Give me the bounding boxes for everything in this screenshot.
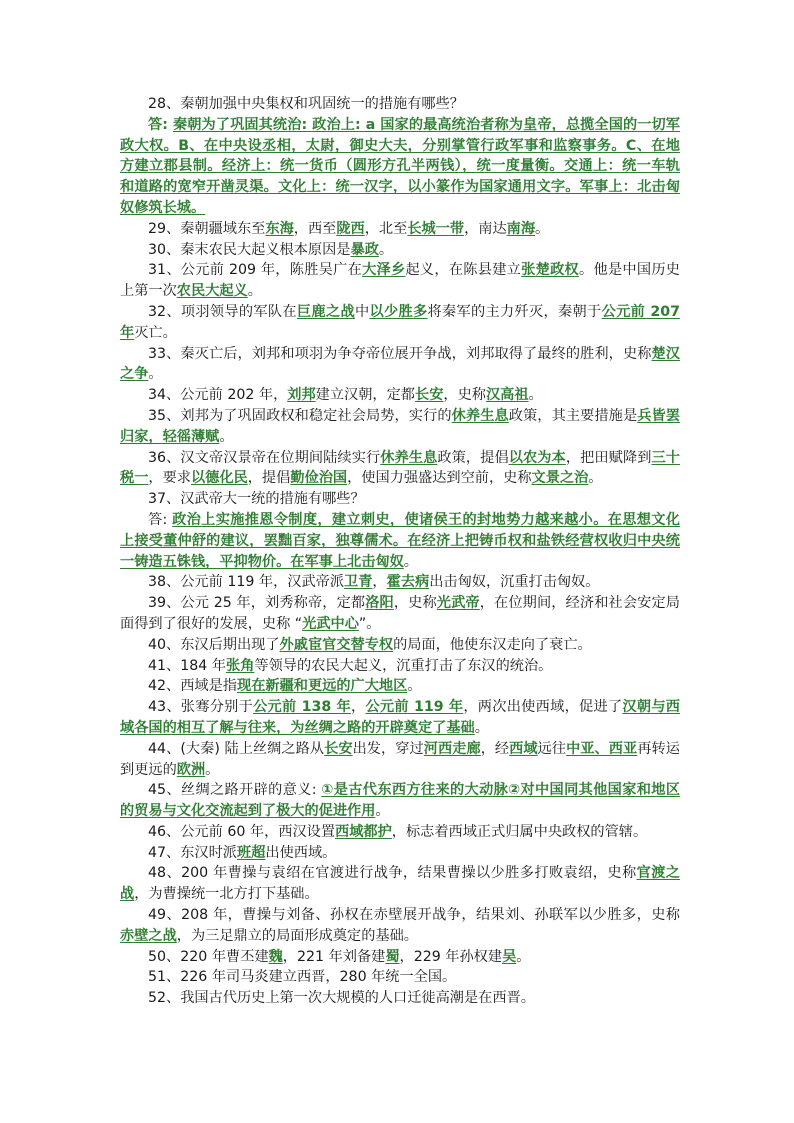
item-text: 出发，穿过 bbox=[352, 740, 424, 757]
item-text: 答: bbox=[148, 511, 173, 528]
item-text: 37、汉武帝大一统的措施有哪些？ bbox=[148, 491, 365, 508]
item-text: ”。 bbox=[358, 615, 381, 632]
question-item bbox=[120, 843, 680, 864]
highlighted-answer: 魏 bbox=[268, 948, 283, 965]
highlighted-answer: 陇西 bbox=[336, 220, 365, 237]
highlighted-answer: 欧洲 bbox=[176, 761, 206, 778]
highlighted-answer: 洛阳 bbox=[365, 595, 394, 612]
document-body bbox=[120, 94, 680, 1009]
highlighted-answer: 西域都护 bbox=[335, 823, 392, 840]
question-item bbox=[120, 635, 680, 656]
question-item bbox=[120, 739, 680, 781]
question-item bbox=[120, 572, 680, 593]
highlighted-answer: 兵皆罢归家，轻徭薄赋 bbox=[120, 407, 680, 445]
highlighted-answer: 班超 bbox=[237, 844, 266, 861]
item-text: ，西至 bbox=[293, 220, 337, 237]
highlighted-answer: 暴政 bbox=[350, 241, 379, 258]
item-text: 灭亡。 bbox=[134, 324, 177, 341]
highlighted-answer: 张角 bbox=[226, 657, 255, 674]
highlighted-answer: 长安 bbox=[415, 387, 444, 404]
highlighted-answer: 南海 bbox=[506, 220, 536, 237]
question-item bbox=[120, 676, 680, 697]
question-item bbox=[120, 905, 680, 947]
item-text: 50、220 年曹丕建 bbox=[148, 948, 269, 965]
highlighted-answer: 外戚宦官交替专权 bbox=[279, 636, 394, 653]
highlighted-answer: 公元前 207 年 bbox=[120, 303, 680, 341]
item-text: 44、(大秦) 陆上丝绸之路从 bbox=[148, 740, 325, 757]
question-item bbox=[120, 344, 680, 386]
highlighted-answer: 西域 bbox=[509, 740, 538, 757]
item-text: 33、秦灭亡后，刘邦和项羽为争夺帝位展开争战，刘邦取得了最终的胜利，史称 bbox=[148, 345, 652, 362]
highlighted-answer: 光武帝 bbox=[436, 595, 480, 612]
item-text: ，221 年刘备建 bbox=[282, 948, 386, 965]
question-item bbox=[120, 240, 680, 261]
item-text: ， bbox=[350, 699, 366, 716]
item-text: 29、秦朝疆域东至 bbox=[148, 220, 266, 237]
highlighted-answer: 光武中心 bbox=[302, 615, 359, 632]
highlighted-answer: 以农为本 bbox=[508, 449, 566, 466]
answer-label: 答: bbox=[148, 116, 173, 133]
item-text: 建立汉朝，定都 bbox=[315, 387, 415, 404]
highlighted-answer: 秦朝为了巩固其统治: 政治上: a 国家的最高统治者称为皇帝，总揽全国的一切军政大权。B、在中央设丞相，太尉，御史大夫，分别掌管行政军事和监察事务。C、在地方建立郡县制。经济上：统一货币（圆形方孔半两钱），统一度量衡。交通上：统一车轨和道路的宽窄开凿灵渠。文化上：统一汉字，以小篆作为国家通用文字。军事上：北击匈奴修筑长城。 bbox=[120, 116, 680, 216]
item-text: 。 bbox=[375, 803, 390, 820]
item-text: 。 bbox=[407, 678, 422, 695]
item-text: 46、公元前 60 年，西汉设置 bbox=[148, 823, 336, 840]
highlighted-answer: 大泽乡 bbox=[362, 262, 406, 279]
question-item bbox=[120, 988, 680, 1009]
highlighted-answer: 赤壁之战 bbox=[120, 927, 177, 944]
highlighted-answer: 楚汉之争 bbox=[120, 345, 680, 383]
highlighted-answer: 汉高祖 bbox=[485, 387, 529, 404]
item-text: 42、西域是指 bbox=[148, 678, 237, 695]
highlighted-answer: 休养生息 bbox=[451, 407, 509, 424]
item-text: 34、公元前 202 年， bbox=[148, 387, 288, 404]
highlighted-answer: 刘邦 bbox=[287, 387, 316, 404]
item-text: 远往 bbox=[537, 740, 567, 757]
question-item bbox=[120, 302, 680, 344]
item-text: 出击匈奴，沉重打击匈奴。 bbox=[429, 574, 600, 591]
highlighted-answer: 官渡之战 bbox=[120, 865, 680, 903]
item-text: 45、丝绸之路开辟的意义: bbox=[148, 782, 322, 799]
item-text: ，为三足鼎立的局面形成奠定的基础。 bbox=[176, 927, 418, 944]
item-text: 47、东汉时派 bbox=[148, 844, 237, 861]
item-text: 。 bbox=[528, 387, 543, 404]
highlighted-answer: 张楚政权 bbox=[521, 262, 580, 279]
item-text: 28、秦朝加强中央集权和巩固统一的措施有哪些？ bbox=[148, 96, 464, 112]
item-text: 48、200 年曹操与袁绍在官渡进行战争，结果曹操以少胜多打败袁绍，史称 bbox=[148, 865, 637, 882]
item-text: 43、张骞分别于 bbox=[148, 699, 254, 716]
item-text: ，标志着西域正式归属中央政权的管辖。 bbox=[391, 823, 648, 840]
item-text: ，经 bbox=[480, 740, 510, 757]
item-text: 。 bbox=[219, 428, 234, 445]
item-text: 35、刘邦为了巩固政权和稳定社会局势，实行的 bbox=[148, 407, 452, 424]
item-text: 52、我国古代历史上第一次大规模的人口迁徙高潮是在西晋。 bbox=[148, 990, 535, 1007]
item-text: 38、公元前 119 年，汉武帝派 bbox=[148, 574, 345, 591]
question-item bbox=[120, 593, 680, 635]
item-text: 。 bbox=[378, 241, 394, 258]
highlighted-answer: 汉朝与西域各国的相互了解与往来，为丝绸之路的开辟奠定了基础 bbox=[120, 699, 680, 736]
highlighted-answer: 公元前 138 年 bbox=[253, 699, 351, 716]
item-text: 51、226 年司马炎建立西晋，280 年统一全国。 bbox=[148, 969, 457, 986]
question-item bbox=[120, 94, 680, 115]
question-item bbox=[120, 448, 680, 490]
highlighted-answer: 卫青 bbox=[344, 574, 373, 591]
highlighted-answer: 吴 bbox=[502, 948, 517, 965]
highlighted-answer: 中亚、西亚 bbox=[566, 740, 638, 757]
item-text: ，提倡 bbox=[247, 470, 291, 487]
item-text: 政策，其主要措施是 bbox=[508, 407, 638, 424]
item-text: 中 bbox=[354, 303, 370, 320]
highlighted-answer: 勤俭治国 bbox=[290, 470, 348, 487]
item-text: ，要求 bbox=[148, 470, 191, 487]
question-item bbox=[120, 967, 680, 988]
highlighted-answer: 三十税一 bbox=[120, 449, 680, 487]
item-text: ，两次出使西域，促进了 bbox=[463, 699, 623, 716]
question-item bbox=[120, 385, 680, 406]
question-item bbox=[120, 510, 680, 572]
item-text: 。 bbox=[516, 948, 531, 965]
question-item bbox=[120, 260, 680, 302]
question-item bbox=[120, 697, 680, 739]
highlighted-answer: 长安 bbox=[324, 740, 353, 757]
question-item bbox=[120, 822, 680, 843]
item-text: 49、208 年，曹操与刘备、孙权在赤壁展开战争，结果刘、孙联军以少胜多，史称 bbox=[148, 907, 680, 924]
item-text: 。 bbox=[247, 283, 262, 300]
item-text: ，为曹操统一北方打下基础。 bbox=[134, 886, 319, 903]
item-text: 32、项羽领导的军队在 bbox=[148, 303, 297, 320]
question-item bbox=[120, 656, 680, 677]
highlighted-answer: 文景之治 bbox=[531, 470, 589, 487]
item-text: 。 bbox=[148, 366, 163, 383]
highlighted-answer: 休养生息 bbox=[380, 449, 438, 466]
highlighted-answer: 以德化民 bbox=[190, 470, 248, 487]
item-text: 的局面，他使东汉走向了衰亡。 bbox=[393, 636, 592, 653]
question-item bbox=[120, 219, 680, 240]
item-text: 。 bbox=[474, 719, 489, 736]
highlighted-answer: 公元前 119 年 bbox=[365, 699, 464, 716]
item-text: 30、秦末农民大起义根本原因是 bbox=[148, 241, 351, 258]
highlighted-answer: 东海 bbox=[265, 220, 294, 237]
item-text: ，把田赋降到 bbox=[565, 449, 652, 466]
item-text: ，史称 bbox=[393, 595, 437, 612]
item-text: ， bbox=[372, 574, 387, 591]
item-text: 39、公元 25 年，刘秀称帝，定都 bbox=[148, 595, 366, 612]
highlighted-answer: 蜀 bbox=[385, 948, 400, 965]
item-text: 。 bbox=[535, 220, 550, 237]
highlighted-answer: 农民大起义 bbox=[176, 283, 248, 300]
highlighted-answer: ①是古代东西方往来的大动脉②对中国同其他国家和地区的贸易与文化交流起到了极大的促进作用 bbox=[120, 782, 681, 820]
item-text: 出使西域。 bbox=[265, 844, 337, 861]
item-text: 。 bbox=[403, 553, 418, 570]
question-item bbox=[120, 489, 680, 510]
item-text: 41、184 年 bbox=[148, 657, 227, 674]
item-text: 36、汉文帝汉景帝在位期间陆续实行 bbox=[148, 449, 381, 466]
item-text: 等领导的农民大起义，沉重打击了东汉的统治。 bbox=[254, 657, 553, 674]
item-text: ，南达 bbox=[464, 220, 507, 237]
highlighted-answer: 长城一带 bbox=[407, 220, 465, 237]
highlighted-answer: 以少胜多 bbox=[369, 303, 428, 320]
item-text: ，史称 bbox=[443, 387, 486, 404]
highlighted-answer: 霍去病 bbox=[386, 574, 430, 591]
item-text: 政策，提倡 bbox=[437, 449, 509, 466]
highlighted-answer: 现在新疆和更远的广大地区 bbox=[237, 678, 408, 695]
item-text: ，229 年孙权建 bbox=[399, 948, 503, 965]
question-item bbox=[120, 406, 680, 448]
item-text: ，北至 bbox=[364, 220, 408, 237]
item-text: 。 bbox=[205, 761, 220, 778]
item-text: 再转运到更远的 bbox=[120, 740, 680, 778]
item-text: 。他是中国历史上第一次 bbox=[120, 262, 680, 300]
question-item bbox=[120, 780, 680, 822]
highlighted-answer: 河西走廊 bbox=[423, 740, 481, 757]
highlighted-answer: 政治上实施推恩令制度，建立刺史，使诸侯王的封地势力越来越小。在思想文化上接受董仲舒的建议，罢黜百家，独尊儒术。在经济上把铸币权和盐铁经营权收归中央统一铸造五铢钱，平抑物价。在军事上北击匈奴 bbox=[120, 511, 680, 570]
question-item bbox=[120, 115, 680, 219]
item-text: ，在位期间，经济和社会安定局面得到了很好的发展，史称 “ bbox=[120, 595, 680, 632]
item-text: 将秦军的主力歼灭，秦朝于 bbox=[427, 303, 602, 320]
question-item bbox=[120, 863, 680, 905]
question-item bbox=[120, 947, 680, 968]
item-text: 40、东汉后期出现了 bbox=[148, 636, 280, 653]
item-text: 。 bbox=[588, 470, 603, 487]
highlighted-answer: 巨鹿之战 bbox=[296, 303, 355, 320]
item-text: 起义，在陈县建立 bbox=[405, 262, 522, 279]
item-text: 31、公元前 209 年，陈胜吴广在 bbox=[148, 262, 363, 279]
item-text: ，使国力强盛达到空前，史称 bbox=[347, 470, 532, 487]
